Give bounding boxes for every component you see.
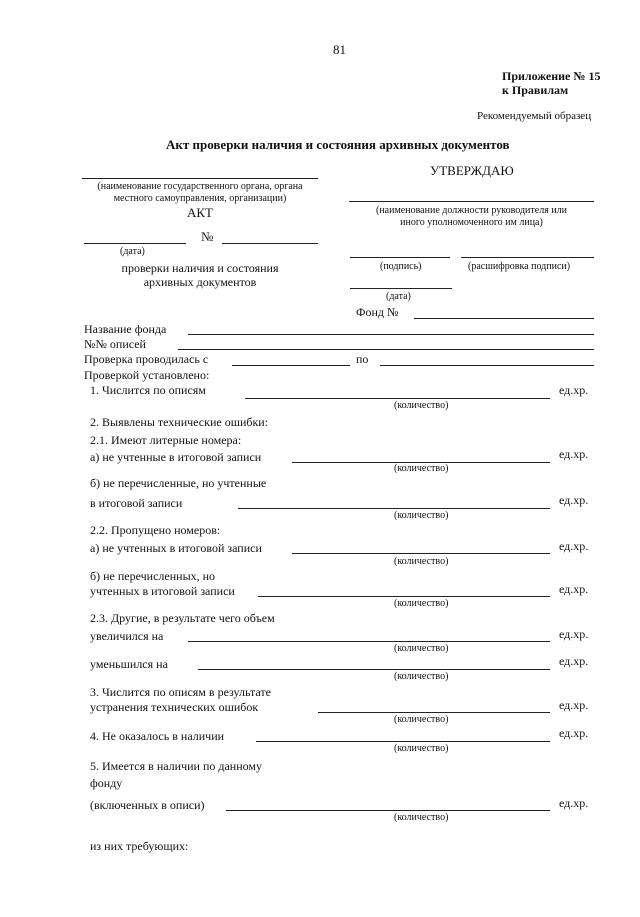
item-2-1-label: 2.1. Имеют литерные номера: <box>90 433 242 447</box>
item-1-qty-caption: (количество) <box>394 400 449 411</box>
org-caption-2: местного самоуправления, организации) <box>113 193 287 204</box>
item-4-unit: ед.хр. <box>559 726 589 740</box>
item-2-3-increased-label: увеличился на <box>90 629 164 643</box>
signature-line <box>350 257 450 258</box>
item-2-1-b-label-1: б) не перечисленные, но учтенные <box>90 476 267 490</box>
item-2-3-increased-unit: ед.хр. <box>559 627 589 641</box>
item-2-3-decreased-label: уменьшился на <box>90 657 168 671</box>
item-2-2-a-qty-caption: (количество) <box>394 556 449 567</box>
page-number: 81 <box>333 42 346 57</box>
item-1-unit: ед.хр. <box>559 383 589 397</box>
item-5-unit: ед.хр. <box>559 796 589 810</box>
item-2-1-a-label: а) не учтенные в итоговой записи <box>90 450 262 464</box>
fund-name-line <box>188 334 594 335</box>
item-2-2-b-label-2: учтенных в итоговой записи <box>90 584 235 598</box>
item-2-label: 2. Выявлены технические ошибки: <box>90 415 269 429</box>
item-5-label-2: фонду <box>90 776 123 790</box>
item-2-3-increased-line <box>188 641 550 642</box>
item-2-3-decreased-line <box>198 669 550 670</box>
item-5-label-1: 5. Имеется в наличии по данному <box>90 759 263 773</box>
item-5-label-3: (включенных в описи) <box>90 798 205 812</box>
date-caption-right: (дата) <box>386 291 411 302</box>
item-2-1-a-qty-caption: (количество) <box>394 463 449 474</box>
item-2-2-b-line <box>258 596 550 597</box>
signature-caption: (подпись) <box>380 261 422 272</box>
item-2-2-a-unit: ед.хр. <box>559 539 589 553</box>
item-2-1-b-unit: ед.хр. <box>559 493 589 507</box>
item-4-label: 4. Не оказалось в наличии <box>90 729 225 743</box>
inventory-numbers-line <box>178 349 594 350</box>
item-5-line <box>226 810 550 811</box>
fond-number-line <box>414 318 594 319</box>
akt-subject-1: проверки наличия и состояния <box>121 261 279 275</box>
akt-heading: АКТ <box>187 205 213 220</box>
item-2-1-b-line <box>238 508 550 509</box>
number-sign: № <box>201 229 214 244</box>
item-4-qty-caption: (количество) <box>394 743 449 754</box>
akt-subject-2: архивных документов <box>143 275 257 289</box>
item-2-3-decreased-unit: ед.хр. <box>559 654 589 668</box>
decoding-caption: (расшифровка подписи) <box>468 261 571 272</box>
check-to-label: по <box>356 352 369 366</box>
item-2-2-a-line <box>292 553 550 554</box>
item-2-2-label: 2.2. Пропущено номеров: <box>90 523 221 537</box>
item-2-2-a-label: а) не учтенных в итоговой записи <box>90 541 262 555</box>
appendix-line-2: к Правилам <box>502 83 569 97</box>
requiring-label: из них требующих: <box>90 839 189 853</box>
approve-heading: УТВЕРЖДАЮ <box>430 163 514 178</box>
item-2-2-b-qty-caption: (количество) <box>394 598 449 609</box>
position-line <box>349 201 594 202</box>
position-caption-1: (наименование должности руководителя или <box>376 205 567 216</box>
item-2-2-b-unit: ед.хр. <box>559 582 589 596</box>
item-2-3-label: 2.3. Другие, в результате чего объем <box>90 611 275 625</box>
date-line-right <box>350 288 452 289</box>
item-1-label: 1. Числится по описям <box>90 383 206 397</box>
check-to-line <box>380 365 594 366</box>
check-from-label: Проверка проводилась с <box>84 352 209 366</box>
date-caption-left: (дата) <box>120 246 145 257</box>
akt-number-line <box>222 243 318 244</box>
main-title: Акт проверки наличия и состояния архивных документов <box>166 137 510 152</box>
decoding-line <box>461 257 594 258</box>
item-1-line <box>245 398 550 399</box>
established-label: Проверкой установлено: <box>84 368 210 382</box>
recommended-sample: Рекомендуемый образец <box>477 110 592 122</box>
date-line-left <box>84 243 186 244</box>
fund-name-label: Название фонда <box>84 322 167 336</box>
item-2-3-increased-qty-caption: (количество) <box>394 643 449 654</box>
inventory-numbers-label: №№ описей <box>84 337 146 351</box>
check-from-line <box>232 365 350 366</box>
item-3-qty-caption: (количество) <box>394 714 449 725</box>
fond-number-label: Фонд № <box>356 305 399 319</box>
item-2-2-b-label-1: б) не перечисленных, но <box>90 569 216 583</box>
appendix-line-1: Приложение № 15 <box>502 69 601 83</box>
org-caption-1: (наименование государственного органа, органа <box>97 181 303 192</box>
org-name-line <box>82 178 318 179</box>
item-2-1-a-unit: ед.хр. <box>559 447 589 461</box>
item-2-1-b-qty-caption: (количество) <box>394 510 449 521</box>
item-2-3-decreased-qty-caption: (количество) <box>394 671 449 682</box>
item-3-label-2: устранения технических ошибок <box>90 700 259 714</box>
item-3-label-1: 3. Числится по описям в результате <box>90 685 271 699</box>
item-4-line <box>256 741 550 742</box>
item-2-1-b-label-2: в итоговой записи <box>90 496 183 510</box>
item-3-unit: ед.хр. <box>559 698 589 712</box>
item-3-line <box>318 712 550 713</box>
item-5-qty-caption: (количество) <box>394 812 449 823</box>
position-caption-2: иного уполномоченного им лица) <box>400 217 543 228</box>
